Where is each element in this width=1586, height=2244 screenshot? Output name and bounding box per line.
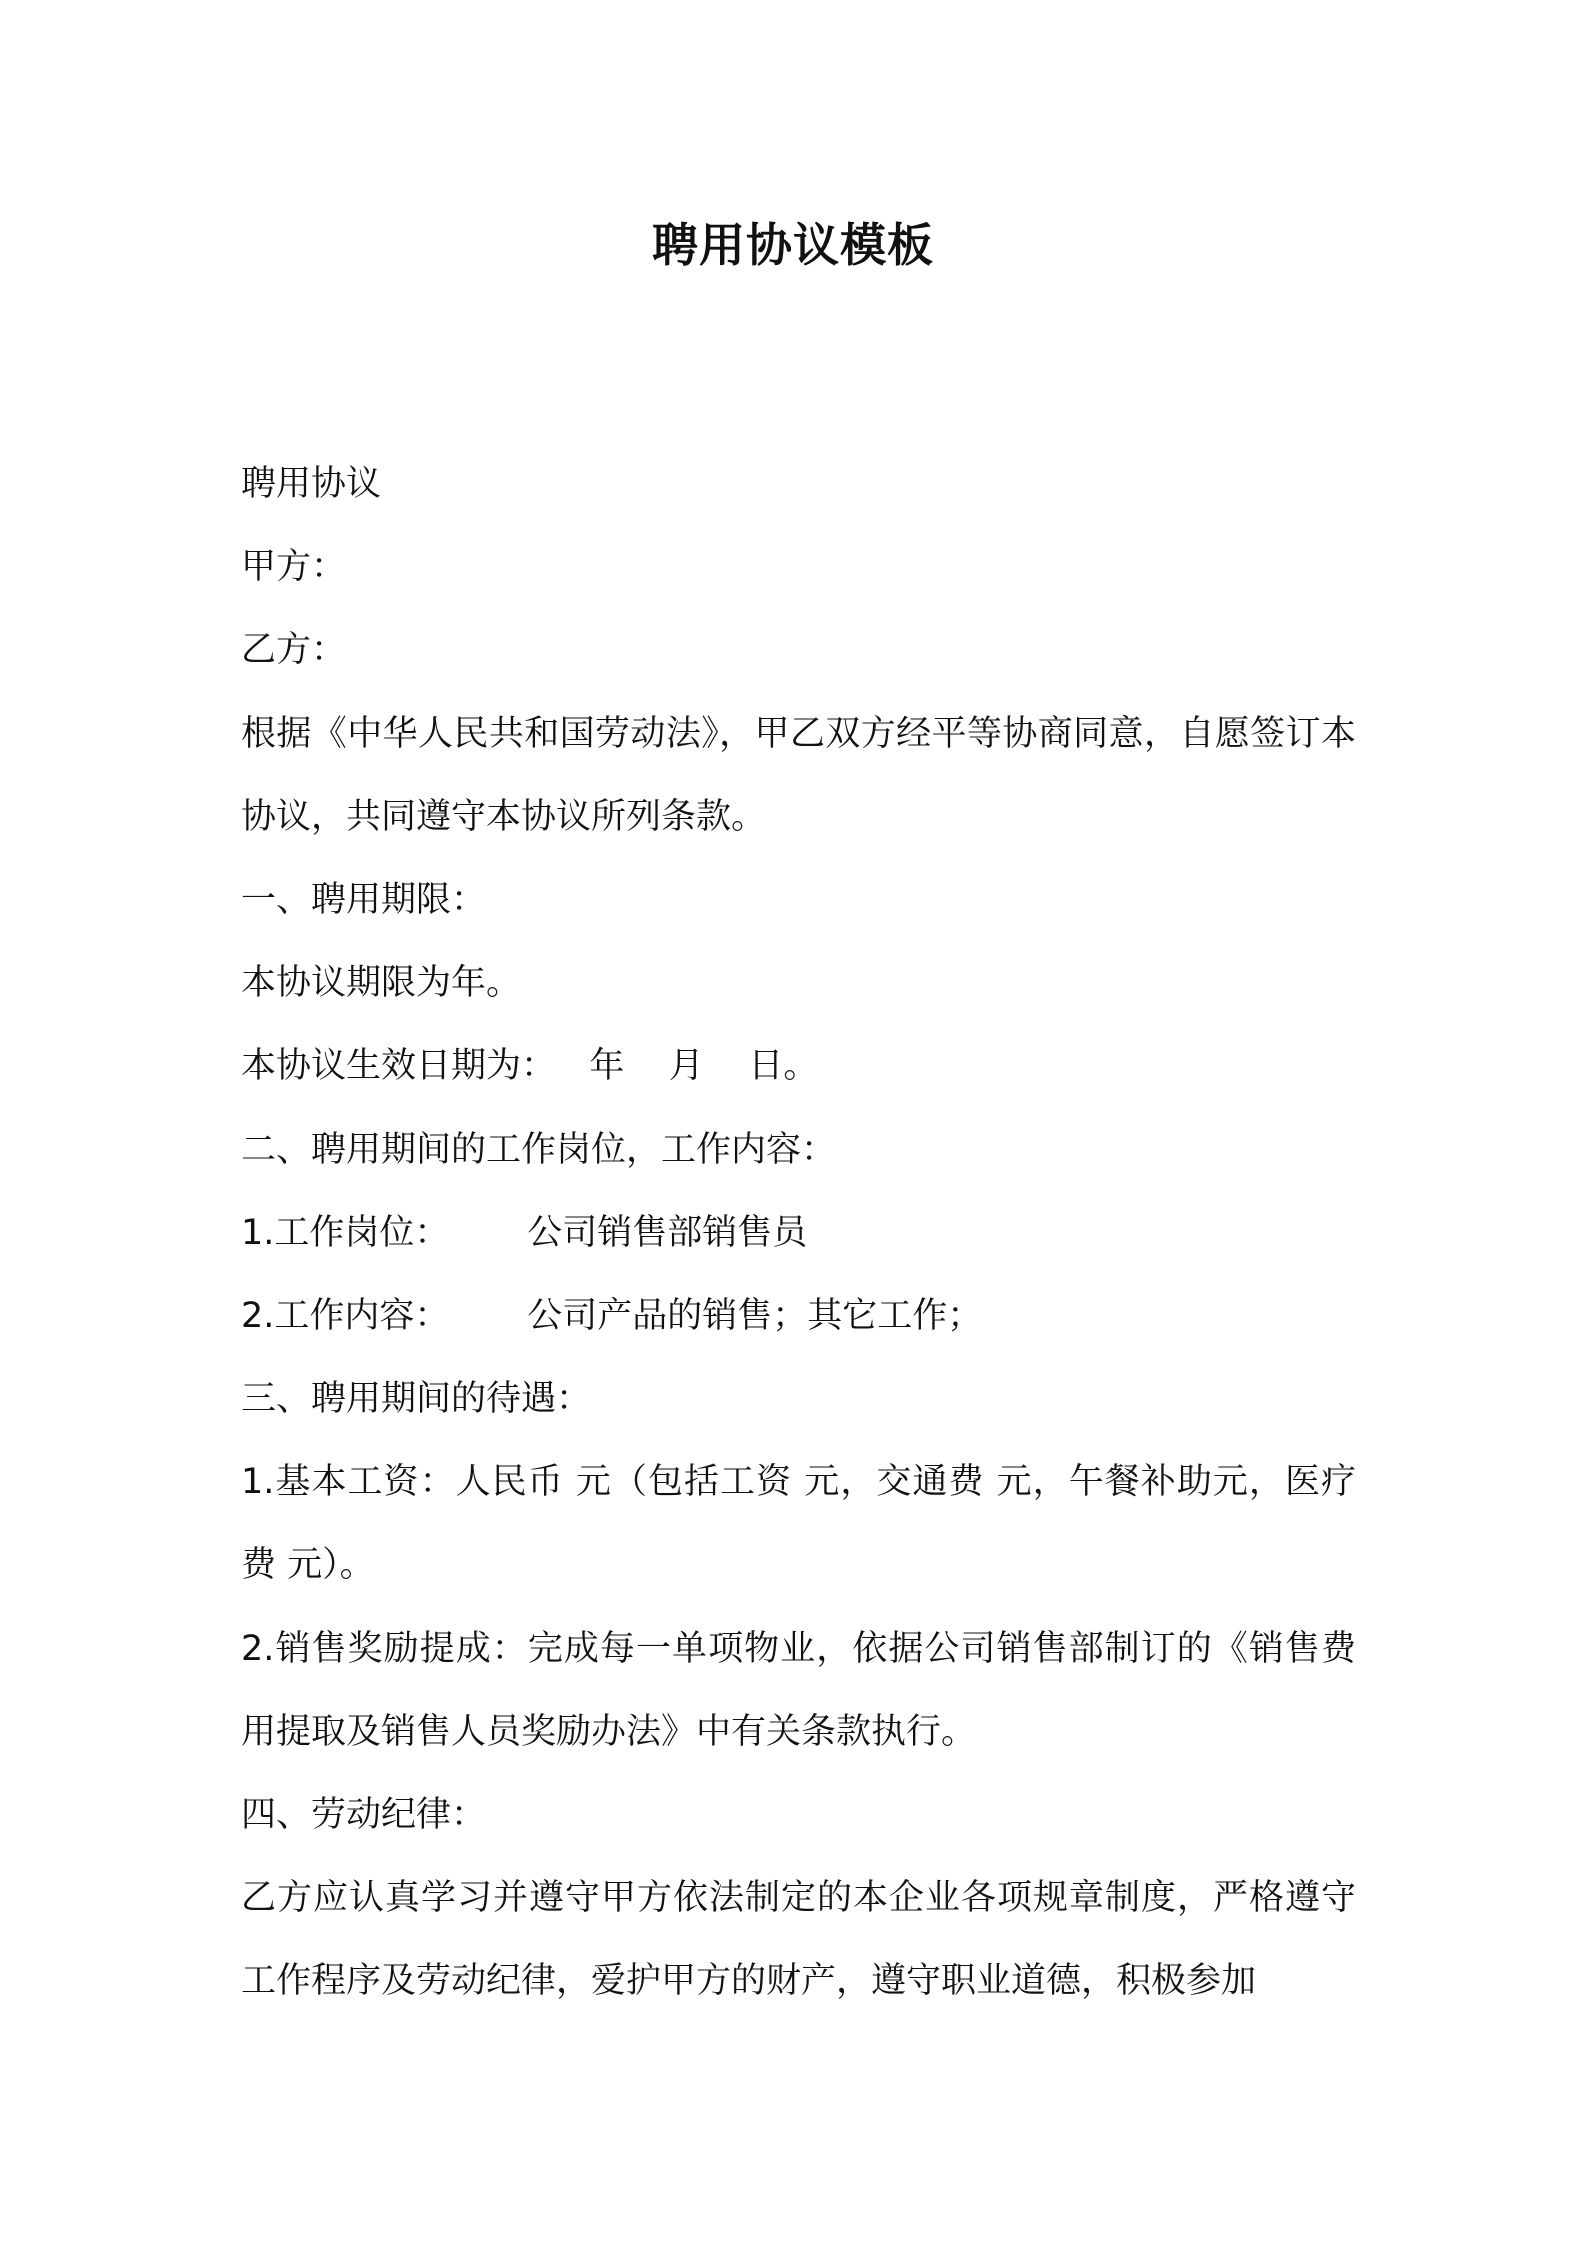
agreement-heading: 聘用协议 xyxy=(241,464,382,504)
base-salary-paragraph: 1.基本工资：人民币 元（包括工资 元，交通费 元，午餐补助元，医疗费 元）。 xyxy=(241,1462,1356,1586)
discipline-paragraph: 乙方应认真学习并遵守甲方依法制定的本企业各项规章制度，严格遵守工作程序及劳动纪律，爱护甲方的财产，遵守职业道德，积极参加 xyxy=(241,1878,1356,2002)
effective-date-text: 本协议生效日期为： 年 月 日。 xyxy=(241,1046,819,1087)
document-title: 聘用协议模板 xyxy=(652,218,934,272)
party-a-label: 甲方： xyxy=(241,547,347,588)
section-3-heading: 三、聘用期间的待遇： xyxy=(241,1379,592,1420)
document-body xyxy=(241,443,1356,2024)
preamble-paragraph: 根据《中华人民共和国劳动法》，甲乙双方经平等协商同意，自愿签订本协议，共同遵守本协议所列条款。 xyxy=(241,713,1356,837)
section-1-heading: 一、聘用期限： xyxy=(241,879,487,920)
party-b-label: 乙方： xyxy=(241,630,347,671)
term-length-text: 本协议期限为年。 xyxy=(241,963,522,1004)
section-4-heading: 四、劳动纪律： xyxy=(241,1795,487,1836)
sales-bonus-paragraph: 2.销售奖励提成：完成每一单项物业，依据公司销售部制订的《销售费用提取及销售人员奖励办法》中有关条款执行。 xyxy=(241,1628,1356,1752)
job-content-text: 2.工作内容： 公司产品的销售；其它工作； xyxy=(241,1295,983,1336)
section-2-heading: 二、聘用期间的工作岗位，工作内容： xyxy=(241,1129,837,1170)
job-position-text: 1.工作岗位： 公司销售部销售员 xyxy=(241,1212,808,1253)
